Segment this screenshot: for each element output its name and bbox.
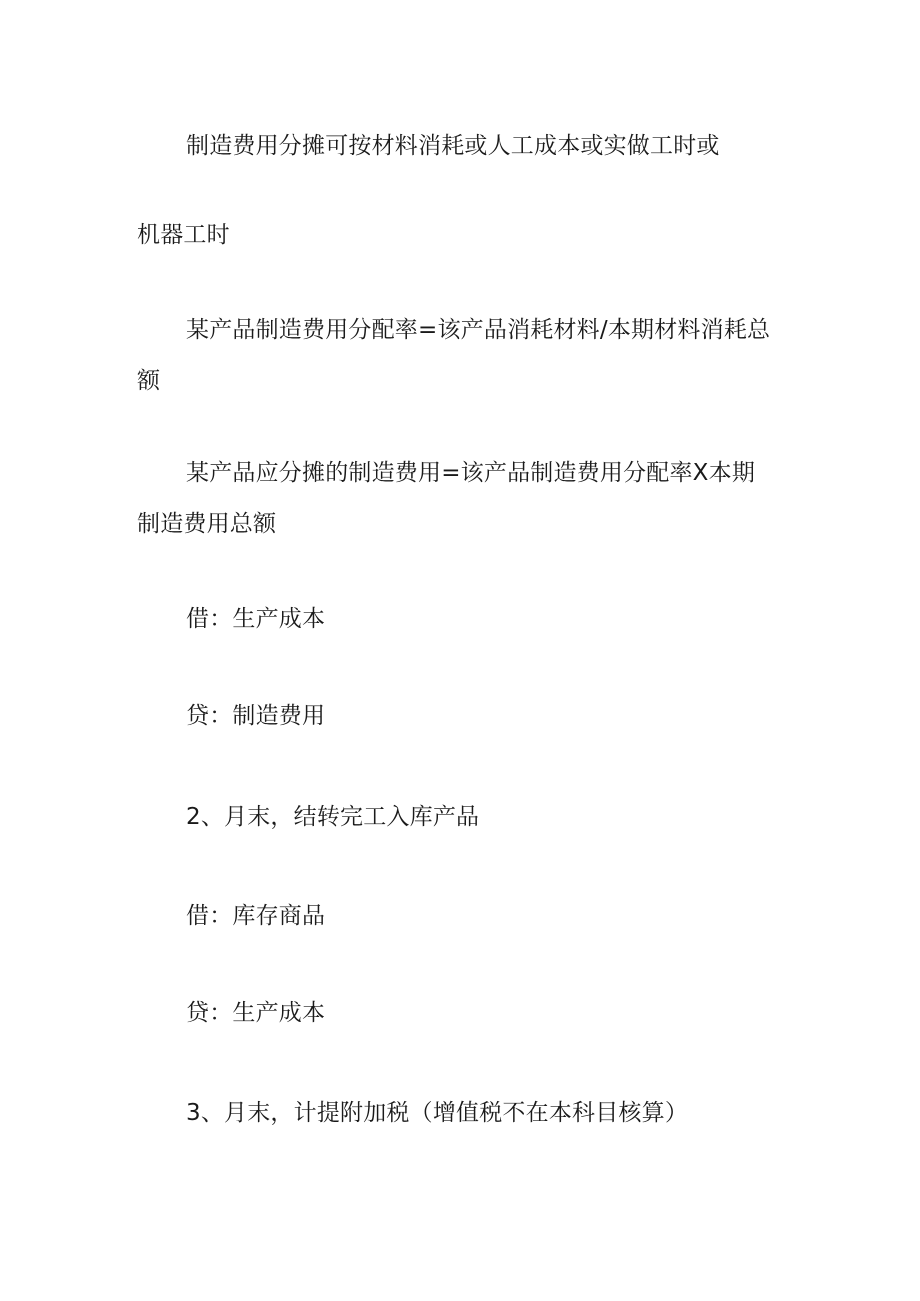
formula-allocated-overhead: 某产品应分摊的制造费用=该产品制造费用分配率X本期 [186,460,756,486]
formula-allocated-overhead-continued: 制造费用总额 [137,511,277,537]
journal-entry-debit-inventory: 借：库存商品 [186,903,326,929]
formula-allocation-rate-continued: 额 [137,368,161,394]
journal-entry-credit-production-cost: 贷：生产成本 [186,1000,326,1026]
paragraph-allocation-basis-continued: 机器工时 [137,222,230,248]
journal-entry-debit-production-cost: 借：生产成本 [186,606,326,632]
journal-entry-credit-manufacturing-overhead: 贷：制造费用 [186,703,326,729]
paragraph-allocation-basis: 制造费用分摊可按材料消耗或人工成本或实做工时或 [186,133,720,159]
section-heading-transfer-finished-goods: 2、月末，结转完工入库产品 [186,804,480,830]
section-heading-accrue-surcharge-tax: 3、月末，计提附加税（增值税不在本科目核算） [186,1100,689,1126]
formula-allocation-rate: 某产品制造费用分配率=该产品消耗材料/本期材料消耗总 [186,317,771,343]
